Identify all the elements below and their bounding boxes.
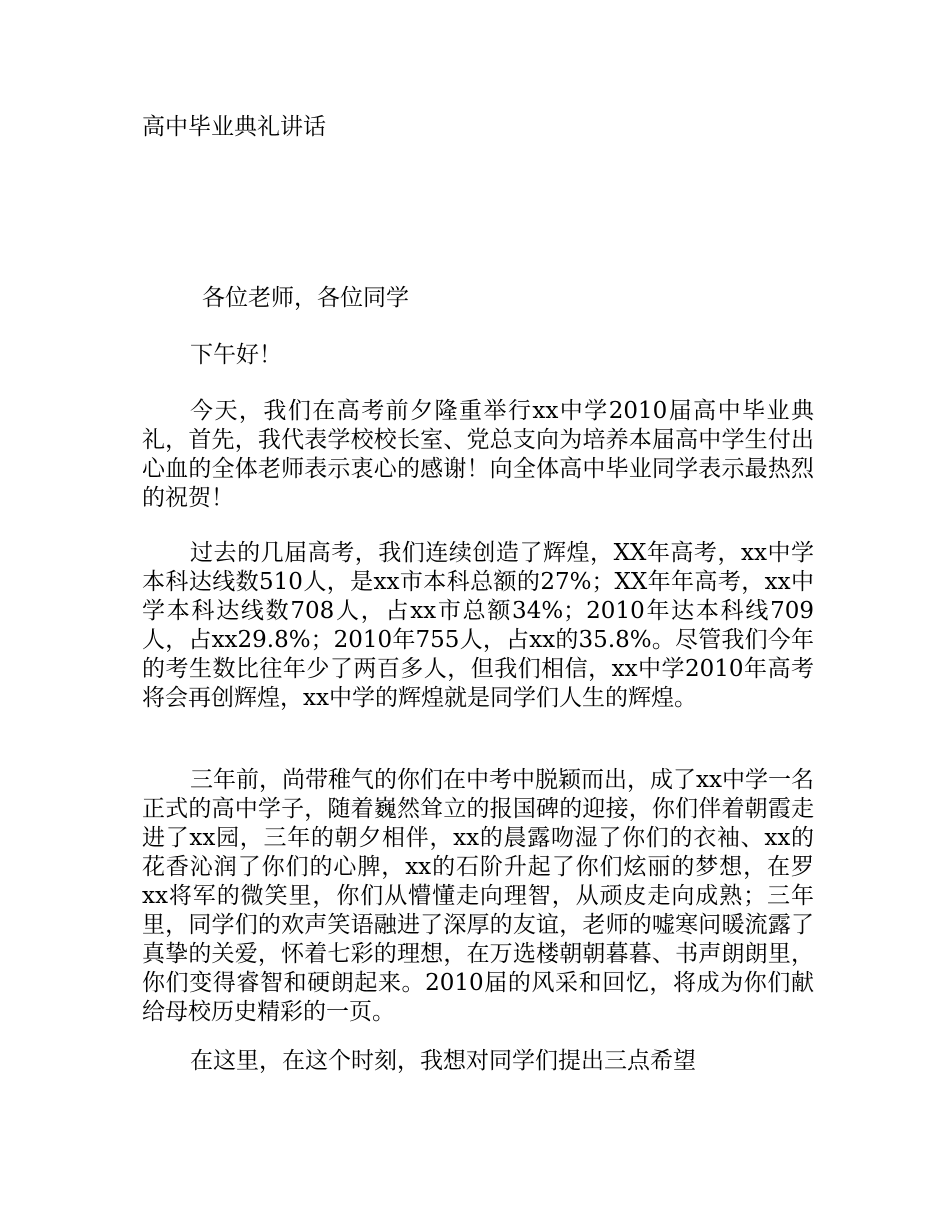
paragraph-hopes-intro: 在这里，在这个时刻，我想对同学们提出三点希望: [190, 1048, 696, 1074]
paragraph-opening: 今天，我们在高考前夕隆重举行xx中学2010届高中毕业典礼，首先，我代表学校校长室、党总支向为培养本届高中学生付出心血的全体老师表示衷心的感谢！向全体高中毕业同学表示最热烈的祝贺！: [142, 398, 814, 511]
salutation-line: 各位老师，各位同学: [202, 285, 409, 311]
paragraph-memories: 三年前，尚带稚气的你们在中考中脱颖而出，成了xx中学一名正式的高中学子，随着巍然耸立的报国碑的迎接，你们伴着朝霞走进了xx园，三年的朝夕相伴，xx的晨露吻湿了你们的衣袖、xx的花香沁润了你们的心脾，xx的石阶升起了你们炫丽的梦想，在罗xx将军的微笑里，你们从懵懂走向理智，从顽皮走向成熟；三年里，同学们的欢声笑语融进了深厚的友谊，老师的嘘寒问暖流露了真挚的关爱，怀着七彩的理想，在万选楼朝朝暮暮、书声朗朗里，你们变得睿智和硬朗起来。2010届的风采和回忆，将成为你们献给母校历史精彩的一页。: [142, 767, 814, 1025]
paragraph-achievements: 过去的几届高考，我们连续创造了辉煌，XX年高考，xx中学本科达线数510人，是xx市本科总额的27%；XX年年高考，xx中学本科达线数708人，占xx市总额34%；2010年达本科线709人，占xx29.8%；2010年755人，占xx的35.8%。尽管我们今年的考生数比往年少了两百多人，但我们相信，xx中学2010年高考将会再创辉煌，xx中学的辉煌就是同学们人生的辉煌。: [142, 540, 814, 711]
greeting-line: 下午好！: [190, 342, 282, 368]
document-title: 高中毕业典礼讲话: [142, 114, 326, 140]
